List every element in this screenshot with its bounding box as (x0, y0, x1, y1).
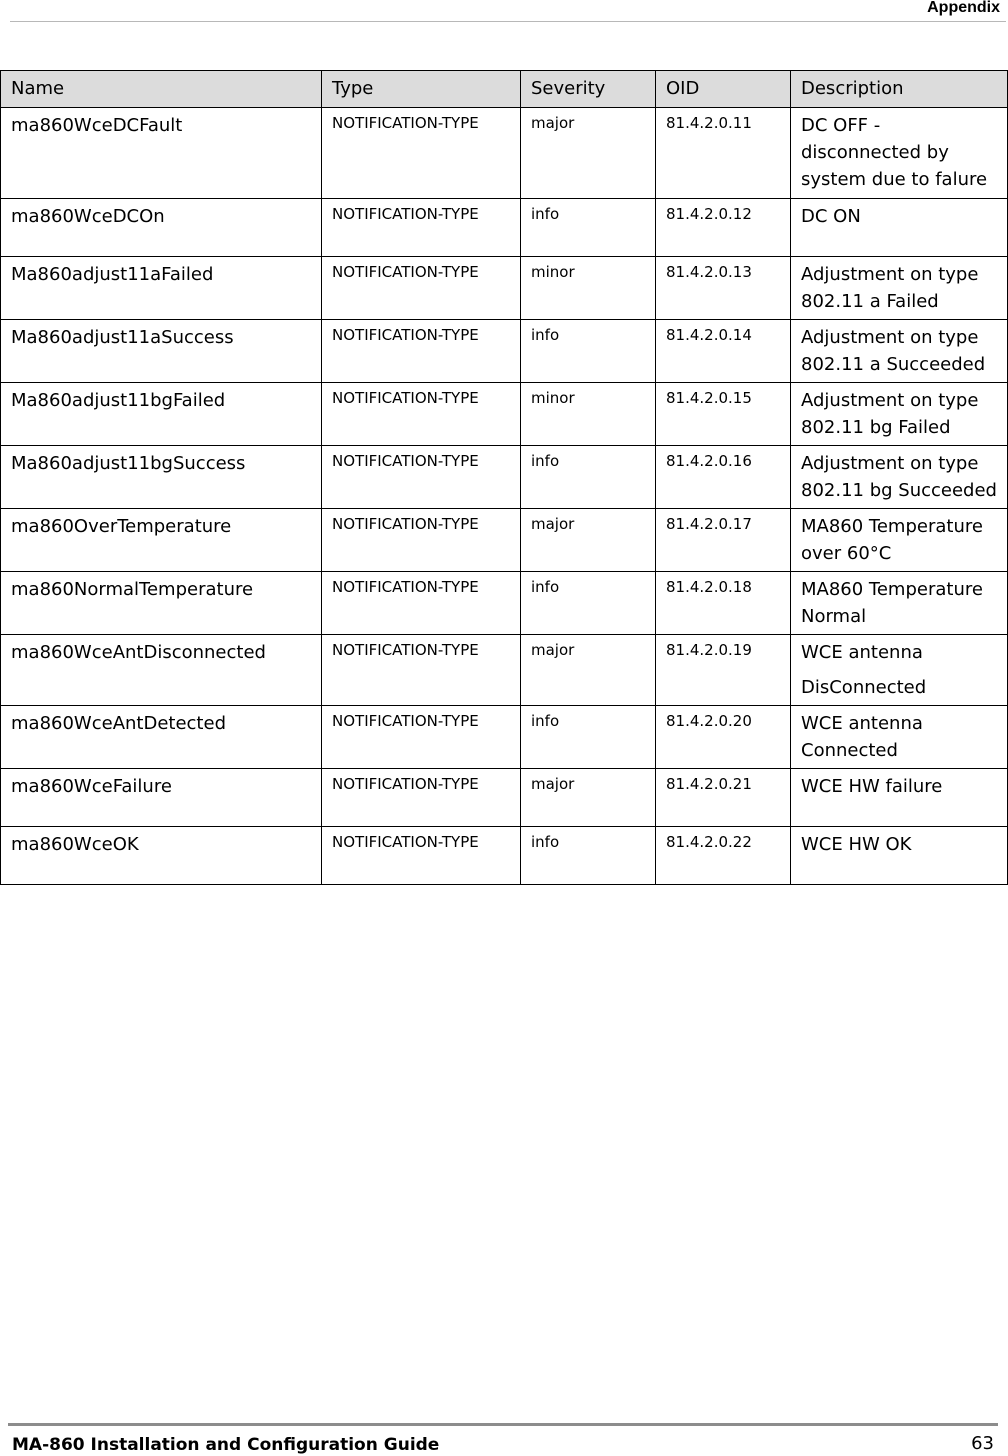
cell-type: NOTIFICATION-TYPE (322, 509, 521, 572)
table-row (1, 383, 1008, 446)
cell-description: Adjustment on type 802.11 bg Succeeded (791, 446, 1008, 509)
cell-oid: 81.4.2.0.18 (656, 572, 791, 635)
cell-type: NOTIFICATION-TYPE (322, 199, 521, 257)
cell-oid: 81.4.2.0.19 (656, 635, 791, 706)
cell-description: Adjustment on type 802.11 bg Failed (791, 383, 1008, 446)
table-row (1, 635, 1008, 706)
cell-type: NOTIFICATION-TYPE (322, 320, 521, 383)
cell-oid: 81.4.2.0.21 (656, 769, 791, 827)
cell-severity: major (521, 108, 656, 199)
cell-name: ma860NormalTemperature (1, 572, 322, 635)
table-row (1, 446, 1008, 509)
cell-severity: minor (521, 257, 656, 320)
cell-type: NOTIFICATION-TYPE (322, 827, 521, 885)
cell-type: NOTIFICATION-TYPE (322, 635, 521, 706)
cell-description: Adjustment on type 802.11 a Failed (791, 257, 1008, 320)
cell-oid: 81.4.2.0.14 (656, 320, 791, 383)
cell-description: WCE antenna Connected (791, 706, 1008, 769)
cell-severity: info (521, 706, 656, 769)
cell-severity: minor (521, 383, 656, 446)
cell-name: Ma860adjust11aSuccess (1, 320, 322, 383)
table-row (1, 827, 1008, 885)
snmp-traps-table (0, 70, 1008, 885)
cell-description: WCE HW failure (791, 769, 1008, 827)
cell-oid: 81.4.2.0.22 (656, 827, 791, 885)
cell-description: WCE antenna DisConnected (791, 635, 1008, 706)
cell-type: NOTIFICATION-TYPE (322, 383, 521, 446)
footer-document-title: MA-860 Installation and Configuration Guide (12, 1435, 440, 1455)
cell-name: ma860WceDCFault (1, 108, 322, 199)
cell-name: ma860WceFailure (1, 769, 322, 827)
cell-oid: 81.4.2.0.17 (656, 509, 791, 572)
cell-description: DC OFF - disconnected by system due to falure (791, 108, 1008, 199)
column-header-oid: OID (656, 71, 791, 108)
cell-oid: 81.4.2.0.13 (656, 257, 791, 320)
cell-type: NOTIFICATION-TYPE (322, 108, 521, 199)
cell-name: Ma860adjust11bgFailed (1, 383, 322, 446)
cell-name: ma860WceAntDisconnected (1, 635, 322, 706)
cell-name: Ma860adjust11bgSuccess (1, 446, 322, 509)
cell-name: ma860WceOK (1, 827, 322, 885)
cell-oid: 81.4.2.0.16 (656, 446, 791, 509)
cell-name: ma860WceDCOn (1, 199, 322, 257)
table-row (1, 199, 1008, 257)
cell-oid: 81.4.2.0.11 (656, 108, 791, 199)
cell-oid: 81.4.2.0.15 (656, 383, 791, 446)
column-header-severity: Severity (521, 71, 656, 108)
column-header-type: Type (322, 71, 521, 108)
header-divider (10, 21, 1006, 22)
table-row (1, 769, 1008, 827)
cell-type: NOTIFICATION-TYPE (322, 572, 521, 635)
cell-severity: info (521, 572, 656, 635)
cell-type: NOTIFICATION-TYPE (322, 706, 521, 769)
cell-severity: major (521, 769, 656, 827)
table-row (1, 706, 1008, 769)
cell-type: NOTIFICATION-TYPE (322, 257, 521, 320)
cell-severity: major (521, 509, 656, 572)
table-row (1, 509, 1008, 572)
cell-severity: info (521, 320, 656, 383)
cell-oid: 81.4.2.0.12 (656, 199, 791, 257)
cell-description: MA860 Temperature Normal (791, 572, 1008, 635)
cell-description: WCE HW OK (791, 827, 1008, 885)
cell-type: NOTIFICATION-TYPE (322, 769, 521, 827)
cell-name: ma860WceAntDetected (1, 706, 322, 769)
cell-type: NOTIFICATION-TYPE (322, 446, 521, 509)
cell-severity: major (521, 635, 656, 706)
cell-name: Ma860adjust11aFailed (1, 257, 322, 320)
cell-oid: 81.4.2.0.20 (656, 706, 791, 769)
page-header-title: Appendix (927, 0, 1000, 16)
table-row (1, 108, 1008, 199)
cell-severity: info (521, 827, 656, 885)
cell-severity: info (521, 446, 656, 509)
cell-severity: info (521, 199, 656, 257)
cell-description: Adjustment on type 802.11 a Succeeded (791, 320, 1008, 383)
table-header-row (1, 71, 1008, 108)
cell-description: DC ON (791, 199, 1008, 257)
footer-divider (8, 1423, 998, 1426)
cell-name: ma860OverTemperature (1, 509, 322, 572)
table-row (1, 257, 1008, 320)
cell-description: MA860 Temperature over 60°C (791, 509, 1008, 572)
column-header-name: Name (1, 71, 322, 108)
column-header-description: Description (791, 71, 1008, 108)
page-number: 63 (971, 1433, 994, 1454)
table-row (1, 572, 1008, 635)
table-row (1, 320, 1008, 383)
